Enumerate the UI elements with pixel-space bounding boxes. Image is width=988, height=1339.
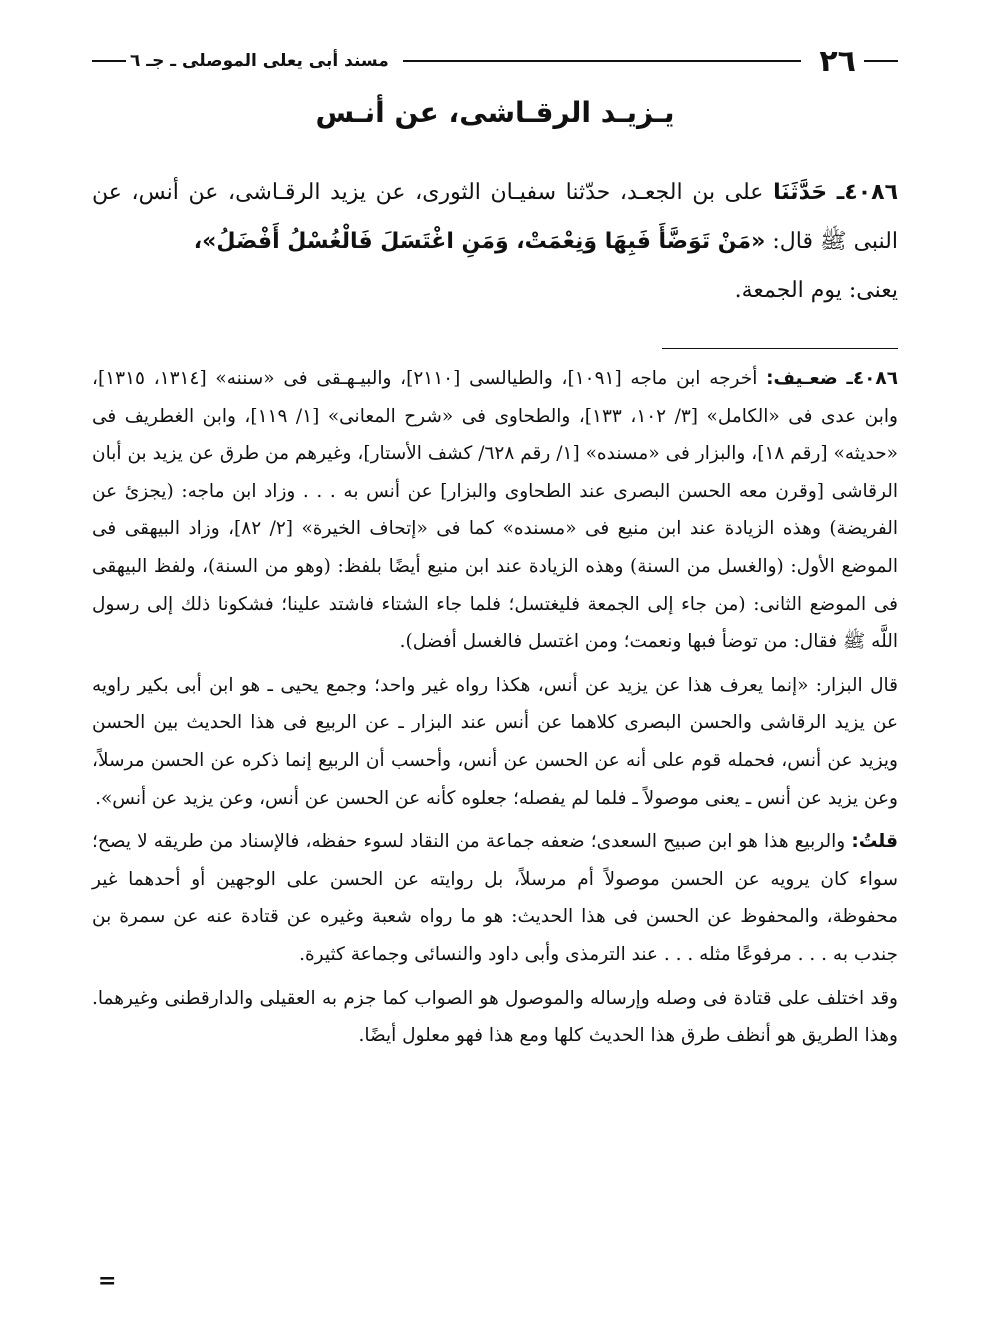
grading-label: ضعـيف: (766, 368, 838, 389)
hadith-number: ٤٠٨٦ـ (836, 180, 899, 205)
closing-note: وقد اختلف على قتادة فى وصله وإرساله والموصول هو الصواب كما جزم به العقيلى والدارقطنى وغيرهما. وهذا الطريق هو أنظف طرق هذا الحديث كلها ومع هذا فهو معلول أيضًا. (92, 987, 898, 1047)
header-rule (403, 60, 802, 62)
book-title: مسند أبى يعلى الموصلى ـ جـ ٦ (130, 51, 389, 71)
hadith-tail: يعنى: يوم الجمعة. (734, 278, 898, 303)
footnote-separator (662, 348, 898, 349)
takhrij-text: أخرجه ابن ماجه [١٠٩١]، والطيالسى [٢١١٠]، والبيـهـقى فى «سننه» [١٣١٤، ١٣١٥]، وابن عدى فى «الكامل» [٣/ ١٠٢، ١٣٣]، والطحاوى فى «شرح المعانى» [١/ ١١٩]، وابن الغطريف فى «حديثه» [رقم ١٨]، والبزار فى «مسنده» [١/ رقم ٦٢٨/ كشف الأستار]، وغيرهم من طرق عن يزيد بن أبان الرقاشى [وقرن معه الحسن البصرى عند الطحاوى والبزار] عن أنس به . . . وزاد ابن ماجه: (يجزئ عن الفريضة) وهذه الزيادة عند ابن منيع فى «مسنده» كما فى «إتحاف الخيرة» [٢/ ٨٢]، وزاد البيهقى فى الموضع الأول: (والغسل من السنة) وهذه الزيادة عند ابن منيع أيضًا بلفظ: (وهو من السنة)، ولفظ البيهقى فى الموضع الثانى: (من جاء إلى الجمعة فليغتسل؛ فلما جاء الشتاء فاشتد علينا؛ فشكونا ذلك إلى رسول اللَّه ﷺ فقال: من توضأ فبها ونعمت؛ ومن اغتسل فالغسل أفضل). (92, 368, 898, 653)
author-comment-text: والربيع هذا هو ابن صبيح السعدى؛ ضعفه جماعة من النقاد لسوء حفظه، فالإسناد من طريقه لا يصح؛ سواء كان يرويه عن الحسن موصولاً أم مرسلاً، بل روايته عن الحسن على الوجهين أو أحدهما غير محفوظة، والمحفوظ عن الحسن فى هذا الحديث: هو ما رواه شعبة وغيره عن قتادة عنه عن سمرة بن جندب به . . . مرفوعًا مثله . . . عند الترمذى وأبى داود والنسائى وجماعة كثيرة. (92, 831, 898, 965)
bazzar-quote: قال البزار: «إنما يعرف هذا عن يزيد عن أنس، هكذا رواه غير واحد؛ وجمع يحيى ـ هو ابن أبى بكير راويه عن يزيد الرقاشى والحسن البصرى كلاهما عن أنس عند البزار ـ عن الربيع فى هذا الحديث بين الحسن ويزيد عن أنس، فحمله قوم على أنه عن الحسن عن أنس، وأحسب أن الربيع إنما ذكره عن الحسن مرسلاً، وعن يزيد عن أنس ـ يعنى موصولاً ـ فلما لم يفصله؛ جعلوه كأنه عن الحسن عن أنس، وعن يزيد عن أنس». (92, 674, 898, 809)
book-page (92, 36, 898, 1306)
footnotes (92, 360, 898, 1061)
hadith-text (92, 168, 898, 315)
narration-verb: حَدَّثَنَا (773, 180, 828, 205)
page-number: ٢٦ (819, 43, 856, 79)
author-comment (92, 823, 898, 973)
continuation-mark: = (98, 1268, 117, 1294)
footnote-takhrij (92, 360, 898, 661)
footnote-number: ٤٠٨٦ـ (846, 368, 898, 389)
hadith-chain: على بن الجعـد، حدّثنا سفيـان الثورى، عن يزيد الرقـاشى، عن أنس، عن النبى ﷺ قال: (92, 180, 898, 254)
running-header (92, 36, 898, 86)
chapter-title: يـزيـد الرقـاشى، عن أنـس (315, 96, 675, 129)
header-dash (92, 60, 126, 62)
prophet-saying: «مَنْ تَوَضَّأَ فَبِهَا وَنِعْمَتْ، وَمَنِ اغْتَسَلَ فَالْغُسْلُ أَفْضَلُ»، (193, 229, 766, 254)
header-dash (864, 60, 898, 62)
qultu-label: قلتُ: (851, 831, 898, 853)
